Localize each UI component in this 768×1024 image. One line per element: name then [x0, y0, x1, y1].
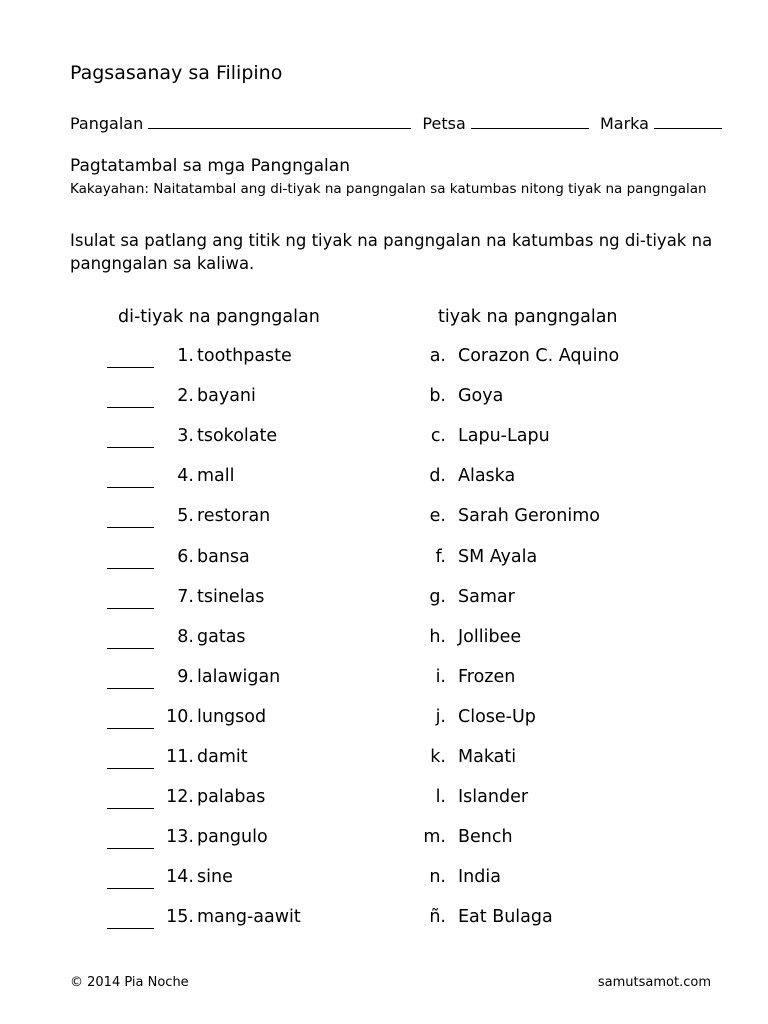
proper-noun: Jollibee — [458, 626, 522, 647]
date-field[interactable] — [471, 112, 589, 129]
choice-letter: e. — [429, 506, 446, 527]
choice-letter: n. — [429, 867, 446, 888]
common-noun: restoran — [197, 506, 271, 527]
matching-row — [0, 466, 768, 494]
answer-blank[interactable] — [107, 556, 154, 569]
proper-noun: Samar — [458, 586, 515, 607]
choice-letter: d. — [429, 466, 446, 487]
item-number: 11. — [166, 747, 194, 767]
matching-row — [0, 787, 768, 815]
answer-blank[interactable] — [107, 716, 154, 729]
item-number: 3. — [177, 426, 194, 447]
matching-row — [0, 547, 768, 575]
matching-row — [0, 506, 768, 534]
proper-noun: Close-Up — [458, 706, 536, 727]
choice-letter: a. — [429, 346, 446, 366]
score-field[interactable] — [654, 112, 722, 129]
matching-row — [0, 747, 768, 775]
matching-row — [0, 867, 768, 895]
common-noun: tsokolate — [197, 426, 278, 447]
answer-blank[interactable] — [107, 876, 154, 889]
choice-letter: k. — [430, 747, 446, 767]
common-noun: tsinelas — [197, 586, 265, 607]
right-column-header: tiyak na pangngalan — [438, 307, 618, 327]
item-number: 15. — [166, 907, 194, 928]
site-url: samutsamot.com — [597, 975, 711, 990]
item-number: 2. — [177, 386, 194, 407]
proper-noun: SM Ayala — [458, 546, 538, 567]
item-number: 10. — [166, 706, 194, 727]
matching-row — [0, 587, 768, 615]
answer-blank[interactable] — [107, 836, 154, 849]
choice-letter: m. — [423, 827, 446, 848]
matching-row — [0, 426, 768, 454]
answer-blank[interactable] — [107, 475, 154, 488]
answer-blank[interactable] — [107, 796, 154, 809]
common-noun: mang-aawit — [197, 907, 301, 928]
choice-letter: f. — [435, 546, 446, 567]
instructions-text: Isulat sa patlang ang titik ng tiyak na pangngalan na katumbas ng di-tiyak na pangngalan sa kaliwa. — [70, 231, 713, 273]
skill-text: Kakayahan: Naitatambal ang di-tiyak na pangngalan sa katumbas nitong tiyak na pangngalan — [70, 181, 707, 197]
common-noun: lungsod — [197, 706, 267, 727]
common-noun: damit — [197, 747, 248, 767]
proper-noun: Eat Bulaga — [458, 907, 553, 928]
page-title: Pagsasanay sa Filipino — [70, 62, 283, 84]
proper-noun: Sarah Geronimo — [458, 506, 600, 527]
score-label: Marka — [599, 114, 649, 133]
item-number: 12. — [166, 787, 194, 808]
left-column-header: di-tiyak na pangngalan — [118, 307, 320, 327]
answer-blank[interactable] — [107, 355, 154, 368]
common-noun: bansa — [197, 546, 250, 567]
matching-row — [0, 907, 768, 935]
proper-noun: Corazon C. Aquino — [458, 346, 620, 366]
answer-blank[interactable] — [107, 596, 154, 609]
common-noun: toothpaste — [197, 346, 292, 366]
item-number: 1. — [177, 346, 194, 366]
choice-letter: i. — [435, 666, 446, 687]
matching-row — [0, 346, 768, 374]
matching-row — [0, 707, 768, 735]
name-field[interactable] — [148, 112, 411, 129]
item-number: 14. — [166, 867, 194, 888]
proper-noun: Lapu-Lapu — [458, 426, 550, 447]
matching-row — [0, 827, 768, 855]
name-label: Pangalan — [70, 114, 144, 133]
proper-noun: Goya — [458, 386, 504, 407]
choice-letter: h. — [429, 626, 446, 647]
item-number: 7. — [177, 586, 194, 607]
common-noun: lalawigan — [197, 666, 281, 687]
answer-blank[interactable] — [107, 636, 154, 649]
proper-noun: Makati — [458, 747, 517, 767]
common-noun: pangulo — [197, 827, 268, 848]
proper-noun: Islander — [458, 787, 529, 808]
choice-letter: l. — [435, 787, 446, 808]
item-number: 6. — [177, 546, 194, 567]
answer-blank[interactable] — [107, 916, 154, 929]
item-number: 8. — [177, 626, 194, 647]
item-number: 5. — [177, 506, 194, 527]
answer-blank[interactable] — [107, 435, 154, 448]
choice-letter: j. — [435, 706, 446, 727]
proper-noun: India — [458, 867, 501, 888]
common-noun: palabas — [197, 787, 266, 808]
section-title: Pagtatambal sa mga Pangngalan — [70, 156, 350, 176]
choice-letter: g. — [429, 586, 446, 607]
answer-blank[interactable] — [107, 756, 154, 769]
choice-letter: ñ. — [429, 907, 446, 928]
choice-letter: b. — [429, 386, 446, 407]
student-info-row — [70, 112, 722, 133]
common-noun: gatas — [197, 626, 246, 647]
proper-noun: Frozen — [458, 666, 516, 687]
proper-noun: Bench — [458, 827, 513, 848]
common-noun: mall — [197, 466, 235, 487]
copyright-text: © 2014 Pia Noche — [70, 975, 189, 990]
answer-blank[interactable] — [107, 515, 154, 528]
common-noun: bayani — [197, 386, 256, 407]
answer-blank[interactable] — [107, 676, 154, 689]
item-number: 4. — [177, 466, 194, 487]
common-noun: sine — [197, 867, 233, 888]
date-label: Petsa — [422, 114, 466, 133]
proper-noun: Alaska — [458, 466, 516, 487]
choice-letter: c. — [430, 426, 446, 447]
matching-row — [0, 627, 768, 655]
item-number: 13. — [166, 827, 194, 848]
answer-blank[interactable] — [107, 395, 154, 408]
matching-row — [0, 667, 768, 695]
matching-row — [0, 386, 768, 414]
item-number: 9. — [177, 666, 194, 687]
